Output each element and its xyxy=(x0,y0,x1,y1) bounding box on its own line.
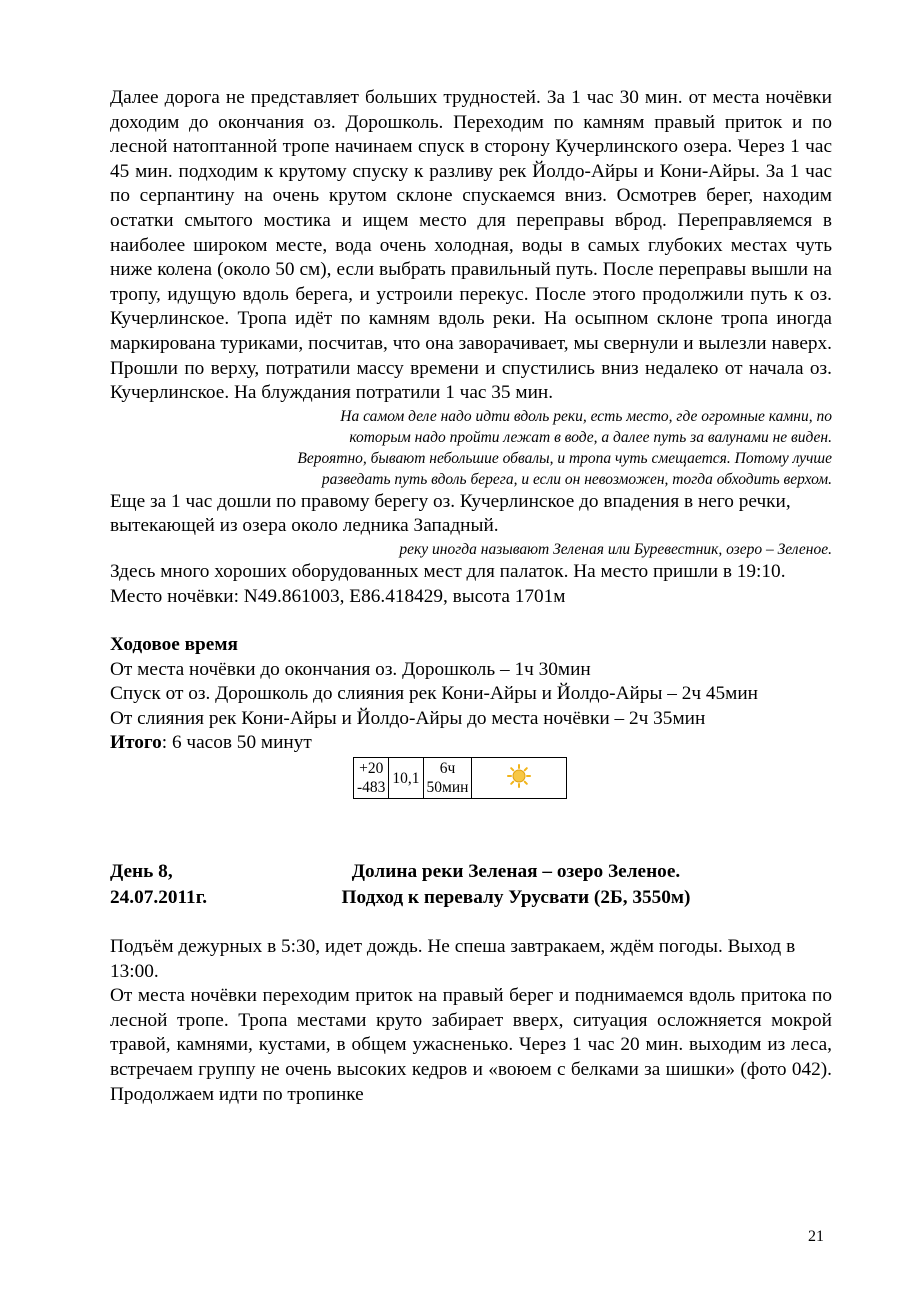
time-minutes: 50мин xyxy=(426,779,469,797)
total-label: Итого xyxy=(110,732,162,754)
walk-line: От слияния рек Кони-Айры и Йолдо-Айры до места ночёвки – 2ч 35мин xyxy=(110,707,706,729)
day-route: Долина реки Зеленая – озеро Зеленое. xyxy=(351,861,681,883)
note-line: Вероятно, бывают небольшие обвалы, и тропа чуть смещается. Потому лучше xyxy=(297,449,832,467)
sun-icon xyxy=(507,764,531,788)
page-number: 21 xyxy=(808,1228,824,1245)
distance-cell: 10,1 xyxy=(389,758,423,799)
paragraph-morning: Подъём дежурных в 5:30, идет дождь. Не спеша завтракаем, ждём погоды. Выход в 13:00. xyxy=(110,936,796,982)
elevation-gain: +20 xyxy=(359,760,384,778)
day-header xyxy=(110,859,832,911)
day-header-left xyxy=(110,859,280,911)
note-line: На самом деле надо идти вдоль реки, есть место, где огромные камни, по xyxy=(340,407,832,425)
time-hours: 6ч xyxy=(439,760,456,778)
day-date: 24.07.2011г. xyxy=(110,887,208,909)
paragraph-tent-places: Здесь много хороших оборудованных мест для палаток. На место пришли в 19:10. xyxy=(110,560,786,582)
paragraph-descent: Далее дорога не представляет больших трудностей. За 1 час 30 мин. от места ночёвки доходим до окончания оз. Дорошколь. Переходим по камням правый приток и по лесной натоптанной тропе начинаем спуск в сторону Кучерлинского озера. Через 1 час 45 мин. подходим к крутому спуску к разливу рек Йолдо-Айры и Кони-Айры. За 1 час по серпантину на очень крутом склоне спускаемся вниз. Осмотрев берег, находим остатки смытого мостика и ищем место для переправы вброд. Переправляемся в наиболее широком месте, вода очень холодная, воды в самых глубоких местах чуть ниже колена (около 50 см), если выбрать правильный путь. После переправы вышли на тропу, идущую вдоль берега, и устроили перекус. После этого продолжили путь к оз. Кучерлинское. Тропа идёт по камням вдоль реки. На осыпном склоне тропа иногда маркирована туриками, посчитав, что она заворачивает, мы свернули и вылезли наверх. Прошли по верху, потратили массу времени и спустились вниз недалеко от начала оз. Кучерлинское. На блуждания потратили 1 час 35 мин. xyxy=(110,87,832,404)
weather-cell xyxy=(472,758,567,799)
day-summary-table xyxy=(353,757,567,799)
page-content xyxy=(110,86,832,1107)
note-line: которым надо пройти лежат в воде, а далее путь за валунами не виден. xyxy=(349,428,832,446)
walk-line: Спуск от оз. Дорошколь до слияния рек Кони-Айры и Йолдо-Айры – 2ч 45мин xyxy=(110,683,758,705)
walk-total xyxy=(110,731,832,756)
note-river-name: реку иногда называют Зеленая или Буревестник, озеро – Зеленое. xyxy=(399,540,832,558)
day-header-right xyxy=(280,859,832,911)
day-number: День 8, xyxy=(110,861,173,883)
paragraph-ascent: От места ночёвки переходим приток на правый берег и поднимаемся вдоль притока по лесной тропе. Тропа местами круто забирает вверх, ситуация осложняется мокрой травой, камнями, кустами, в общем ужасненько. Через 1 час 20 мин. выходим из леса, встречаем группу не очень высоких кедров и «воюем с белками за шишки» (фото 042). Продолжаем идти по тропинке xyxy=(110,985,832,1105)
time-cell xyxy=(423,758,472,799)
elevation-cell xyxy=(354,758,389,799)
paragraph-lake-shore: Еще за 1 час дошли по правому берегу оз. Кучерлинское до впадения в него речки, вытекающей из озера около ледника Западный. xyxy=(110,490,791,537)
elevation-loss: -483 xyxy=(357,779,386,797)
note-river-path xyxy=(110,406,832,490)
day-pass: Подход к перевалу Урусвати (2Б, 3550м) xyxy=(341,887,691,909)
walk-line: От места ночёвки до окончания оз. Дорошколь – 1ч 30мин xyxy=(110,658,591,680)
note-line: разведать путь вдоль берега, и если он невозможен, тогда обходить верхом. xyxy=(321,470,832,488)
walk-time-title: Ходовое время xyxy=(110,634,238,656)
total-value: : 6 часов 50 минут xyxy=(161,732,312,754)
paragraph-camp-location: Место ночёвки: N49.861003, E86.418429, высота 1701м xyxy=(110,585,566,607)
